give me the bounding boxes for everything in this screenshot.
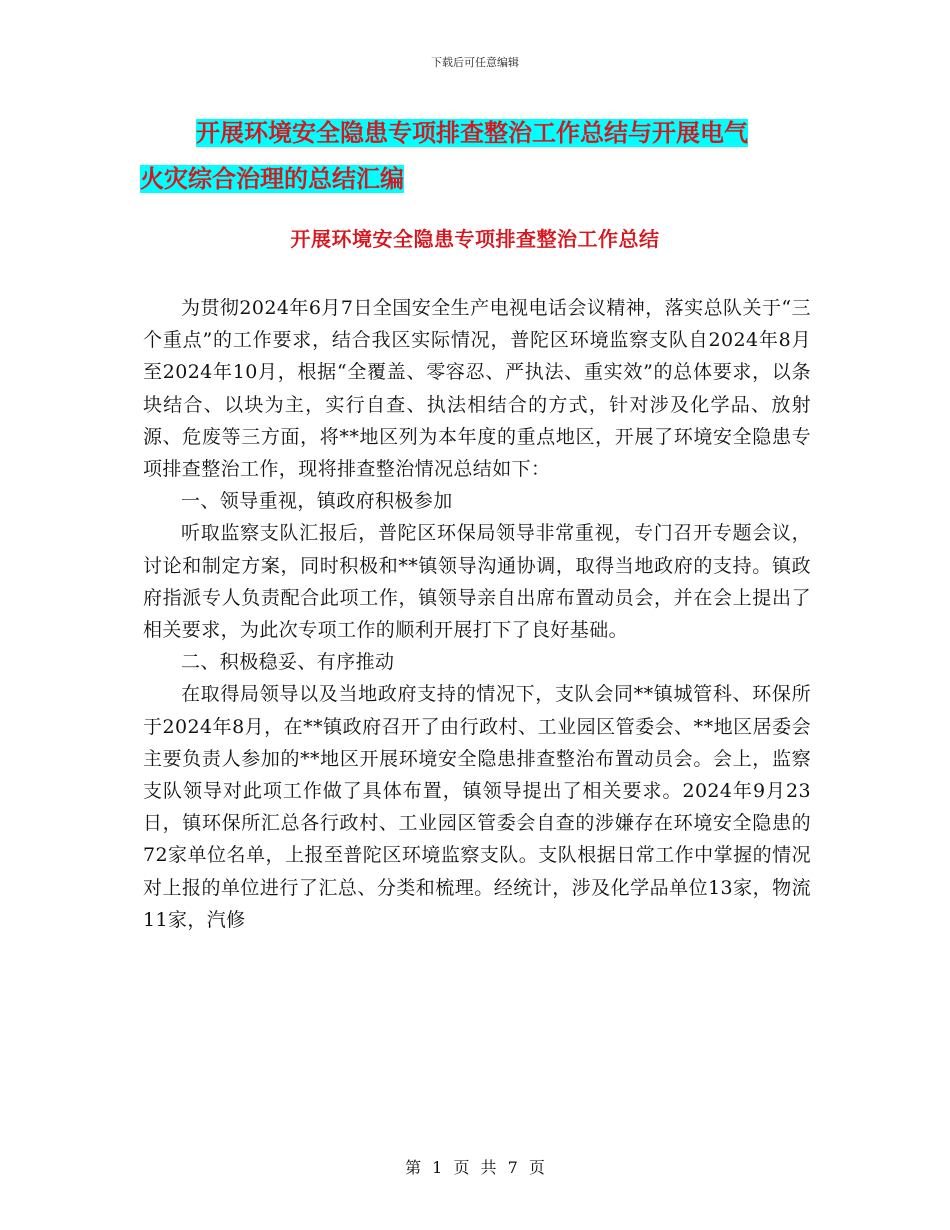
document-title bbox=[140, 110, 860, 202]
document-title-line-1 bbox=[140, 110, 860, 156]
title-highlight-2: 火灾综合治理的总结汇编 bbox=[140, 165, 404, 193]
page-number-footer: 第 1 页 共 7 页 bbox=[405, 1158, 545, 1177]
body-text bbox=[143, 292, 811, 936]
heading-two: 二、积极稳妥、有序推动 bbox=[181, 651, 395, 674]
paragraph-two: 在取得局领导以及当地政府支持的情况下，支队会同**镇城管科、环保所于2024年8月，在**镇政府召开了由行政村、工业园区管委会、**地区居委会主要负责人参加的**地区开展环境安全隐患排查整治布置动员会。会上，监察支队领导对此项工作做了具体布置，镇领导提出了相关要求。2024年9月23日，镇环保所汇总各行政村、工业园区管委会自查的涉嫌存在环境安全隐患的72家单位名单，上报至普陀区环境监察支队。支队根据日常工作中掌握的情况对上报的单位进行了汇总、分类和梳理。经统计，涉及化学品单位13家，物流11家，汽修 bbox=[143, 683, 811, 931]
title-highlight-1: 开展环境安全隐患专项排查整治工作总结与开展电气 bbox=[196, 119, 748, 147]
paragraph-intro: 为贯彻2024年6月7日全国安全生产电视电话会议精神，落实总队关于“三个重点”的工作要求，结合我区实际情况，普陀区环境监察支队自2024年8月至2024年10月，根据“全覆盖、零容忍、严执法、重实效”的总体要求，以条块结合、以块为主，实行自查、执法相结合的方式，针对涉及化学品、放射源、危废等三方面，将**地区列为本年度的重点地区，开展了环境安全隐患专项排查整治工作，现将排查整治情况总结如下： bbox=[143, 297, 811, 481]
heading-one: 一、领导重视，镇政府积极参加 bbox=[181, 490, 453, 513]
paragraph-one: 听取监察支队汇报后，普陀区环保局领导非常重视，专门召开专题会议，讨论和制定方案，同时积极和**镇领导沟通协调，取得当地政府的支持。镇政府指派专人负责配合此项工作，镇领导亲自出席布置动员会，并在会上提出了相关要求，为此次专项工作的顺利开展打下了良好基础。 bbox=[143, 522, 811, 642]
document-title-line-2 bbox=[140, 156, 860, 202]
page-header-note: 下载后可任意编辑 bbox=[431, 56, 519, 69]
section-title: 开展环境安全隐患专项排查整治工作总结 bbox=[290, 227, 660, 251]
